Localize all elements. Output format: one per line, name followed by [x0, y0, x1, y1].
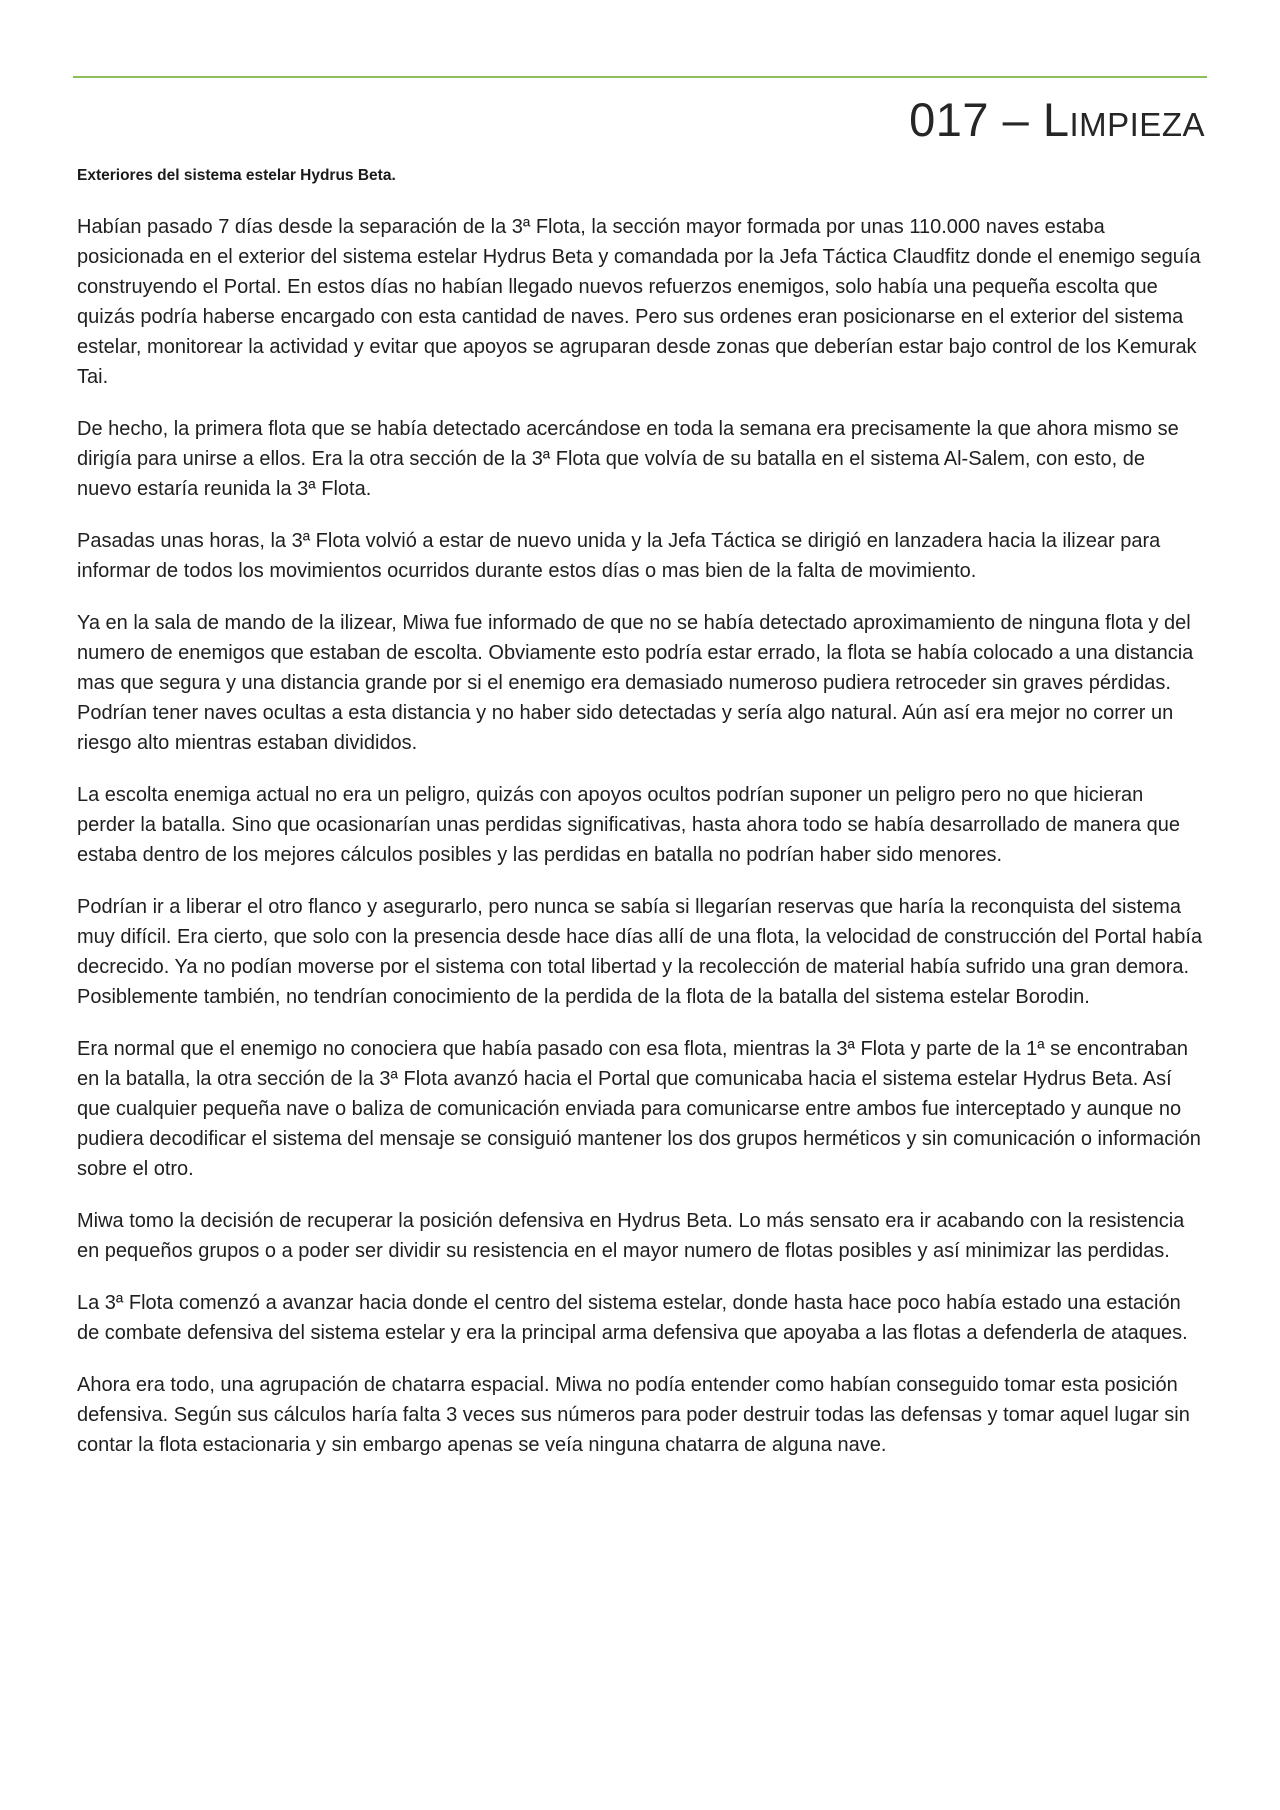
header-rule: [73, 76, 1207, 78]
chapter-title-rest: impieza: [1069, 93, 1205, 146]
chapter-title: [909, 88, 1205, 152]
paragraph: Ahora era todo, una agrupación de chatarra espacial. Miwa no podía entender como habían conseguido tomar esta posición defensiva. Según sus cálculos haría falta 3 veces sus números para poder destruir todas las defensas y tomar aquel lugar sin contar la flota estacionaria y sin embargo apenas se veía ninguna chatarra de alguna nave.: [77, 1374, 1190, 1456]
paragraph: Pasadas unas horas, la 3ª Flota volvió a estar de nuevo unida y la Jefa Táctica se dirigió en lanzadera hacia la ilizear para informar de todos los movimientos ocurridos durante estos días o mas bien de la falta de movimiento.: [77, 530, 1161, 582]
paragraph: De hecho, la primera flota que se había detectado acercándose en toda la semana era precisamente la que ahora mismo se dirigía para unirse a ellos. Era la otra sección de la 3ª Flota que volvía de su batalla en el sistema Al-Salem, con esto, de nuevo estaría reunida la 3ª Flota.: [77, 418, 1179, 500]
chapter-number: 017 – L: [909, 93, 1070, 146]
paragraph: La escolta enemiga actual no era un peligro, quizás con apoyos ocultos podrían suponer un peligro pero no que hicieran perder la batalla. Sino que ocasionarían unas perdidas significativas, hasta ahora todo se había desarrollado de manera que estaba dentro de los mejores cálculos posibles y las perdidas en batalla no podrían haber sido menores.: [77, 784, 1180, 866]
paragraph: La 3ª Flota comenzó a avanzar hacia donde el centro del sistema estelar, donde hasta hace poco había estado una estación de combate defensiva del sistema estelar y era la principal arma defensiva que apoyaba a las flotas a defenderla de ataques.: [77, 1292, 1188, 1344]
paragraph: Habían pasado 7 días desde la separación de la 3ª Flota, la sección mayor formada por unas 110.000 naves estaba posicionada en el exterior del sistema estelar Hydrus Beta y comandada por la Jefa Táctica Claudfitz donde el enemigo seguía construyendo el Portal. En estos días no habían llegado nuevos refuerzos enemigos, solo había una pequeña escolta que quizás podría haberse encargado con esta cantidad de naves. Pero sus ordenes eran posicionarse en el exterior del sistema estelar, monitorear la actividad y evitar que apoyos se agruparan desde zonas que deberían estar bajo control de los Kemurak Tai.: [77, 216, 1201, 388]
paragraph: Era normal que el enemigo no conociera que había pasado con esa flota, mientras la 3ª Flota y parte de la 1ª se encontraban en la batalla, la otra sección de la 3ª Flota avanzó hacia el Portal que comunicaba hacia el sistema estelar Hydrus Beta. Así que cualquier pequeña nave o baliza de comunicación enviada para comunicarse entre ambos fue interceptado y aunque no pudiera decodificar el sistema del mensaje se consiguió mantener los dos grupos herméticos y sin comunicación o información sobre el otro.: [77, 1038, 1201, 1180]
chapter-body: [77, 212, 1205, 1482]
paragraph: Miwa tomo la decisión de recuperar la posición defensiva en Hydrus Beta. Lo más sensato era ir acabando con la resistencia en pequeños grupos o a poder ser dividir su resistencia en el mayor numero de flotas posibles y así minimizar las perdidas.: [77, 1210, 1185, 1262]
location-heading: Exteriores del sistema estelar Hydrus Beta.: [77, 167, 396, 184]
paragraph: Podrían ir a liberar el otro flanco y asegurarlo, pero nunca se sabía si llegarían reservas que haría la reconquista del sistema muy difícil. Era cierto, que solo con la presencia desde hace días allí de una flota, la velocidad de construcción del Portal había decrecido. Ya no podían moverse por el sistema con total libertad y la recolección de material había sufrido una gran demora. Posiblemente también, no tendrían conocimiento de la perdida de la flota de la batalla del sistema estelar Borodin.: [77, 896, 1203, 1008]
paragraph: Ya en la sala de mando de la ilizear, Miwa fue informado de que no se había detectado aproximamiento de ninguna flota y del numero de enemigos que estaban de escolta. Obviamente esto podría estar errado, la flota se había colocado a una distancia mas que segura y una distancia grande por si el enemigo era demasiado numeroso pudiera retroceder sin graves pérdidas. Podrían tener naves ocultas a esta distancia y no haber sido detectadas y sería algo natural. Aún así era mejor no correr un riesgo alto mientras estaban divididos.: [77, 612, 1194, 754]
